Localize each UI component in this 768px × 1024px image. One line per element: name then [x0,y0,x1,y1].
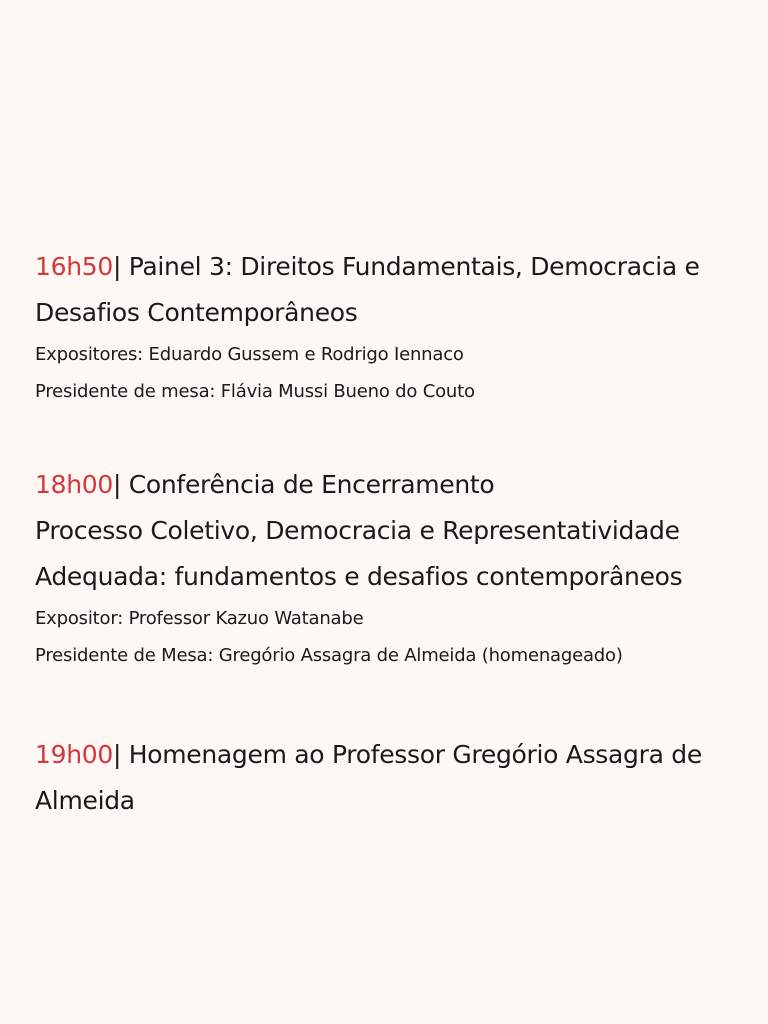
time-separator: | [112,252,122,281]
session-speakers: Expositores: Eduardo Gussem e Rodrigo Iennaco [35,344,464,365]
session-time: 16h50 [35,252,113,281]
session-time: 18h00 [35,470,113,499]
time-separator: | [112,740,122,769]
session-heading [35,462,735,508]
session-speaker: Expositor: Professor Kazuo Watanabe [35,608,364,629]
session-title: Homenagem ao Professor Gregório Assagra de [121,740,702,769]
session-title: Painel 3: Direitos Fundamentais, Democracia e [121,252,700,281]
session-chair: Presidente de Mesa: Gregório Assagra de Almeida (homenageado) [35,645,623,666]
time-separator: | [112,470,122,499]
session-title: Conferência de Encerramento [121,470,495,499]
session-chair: Presidente de mesa: Flávia Mussi Bueno do Couto [35,381,475,402]
session-painel-3 [35,244,735,410]
session-time: 19h00 [35,740,113,769]
session-heading [35,732,735,778]
session-subtitle-continued: Adequada: fundamentos e desafios contemporâneos [35,562,683,591]
session-title-continued: Almeida [35,786,135,815]
session-title-continued: Desafios Contemporâneos [35,298,358,327]
session-conferencia-encerramento [35,462,735,674]
session-subtitle: Processo Coletivo, Democracia e Representatividade [35,516,680,545]
session-homenagem [35,732,735,824]
session-heading [35,244,735,290]
